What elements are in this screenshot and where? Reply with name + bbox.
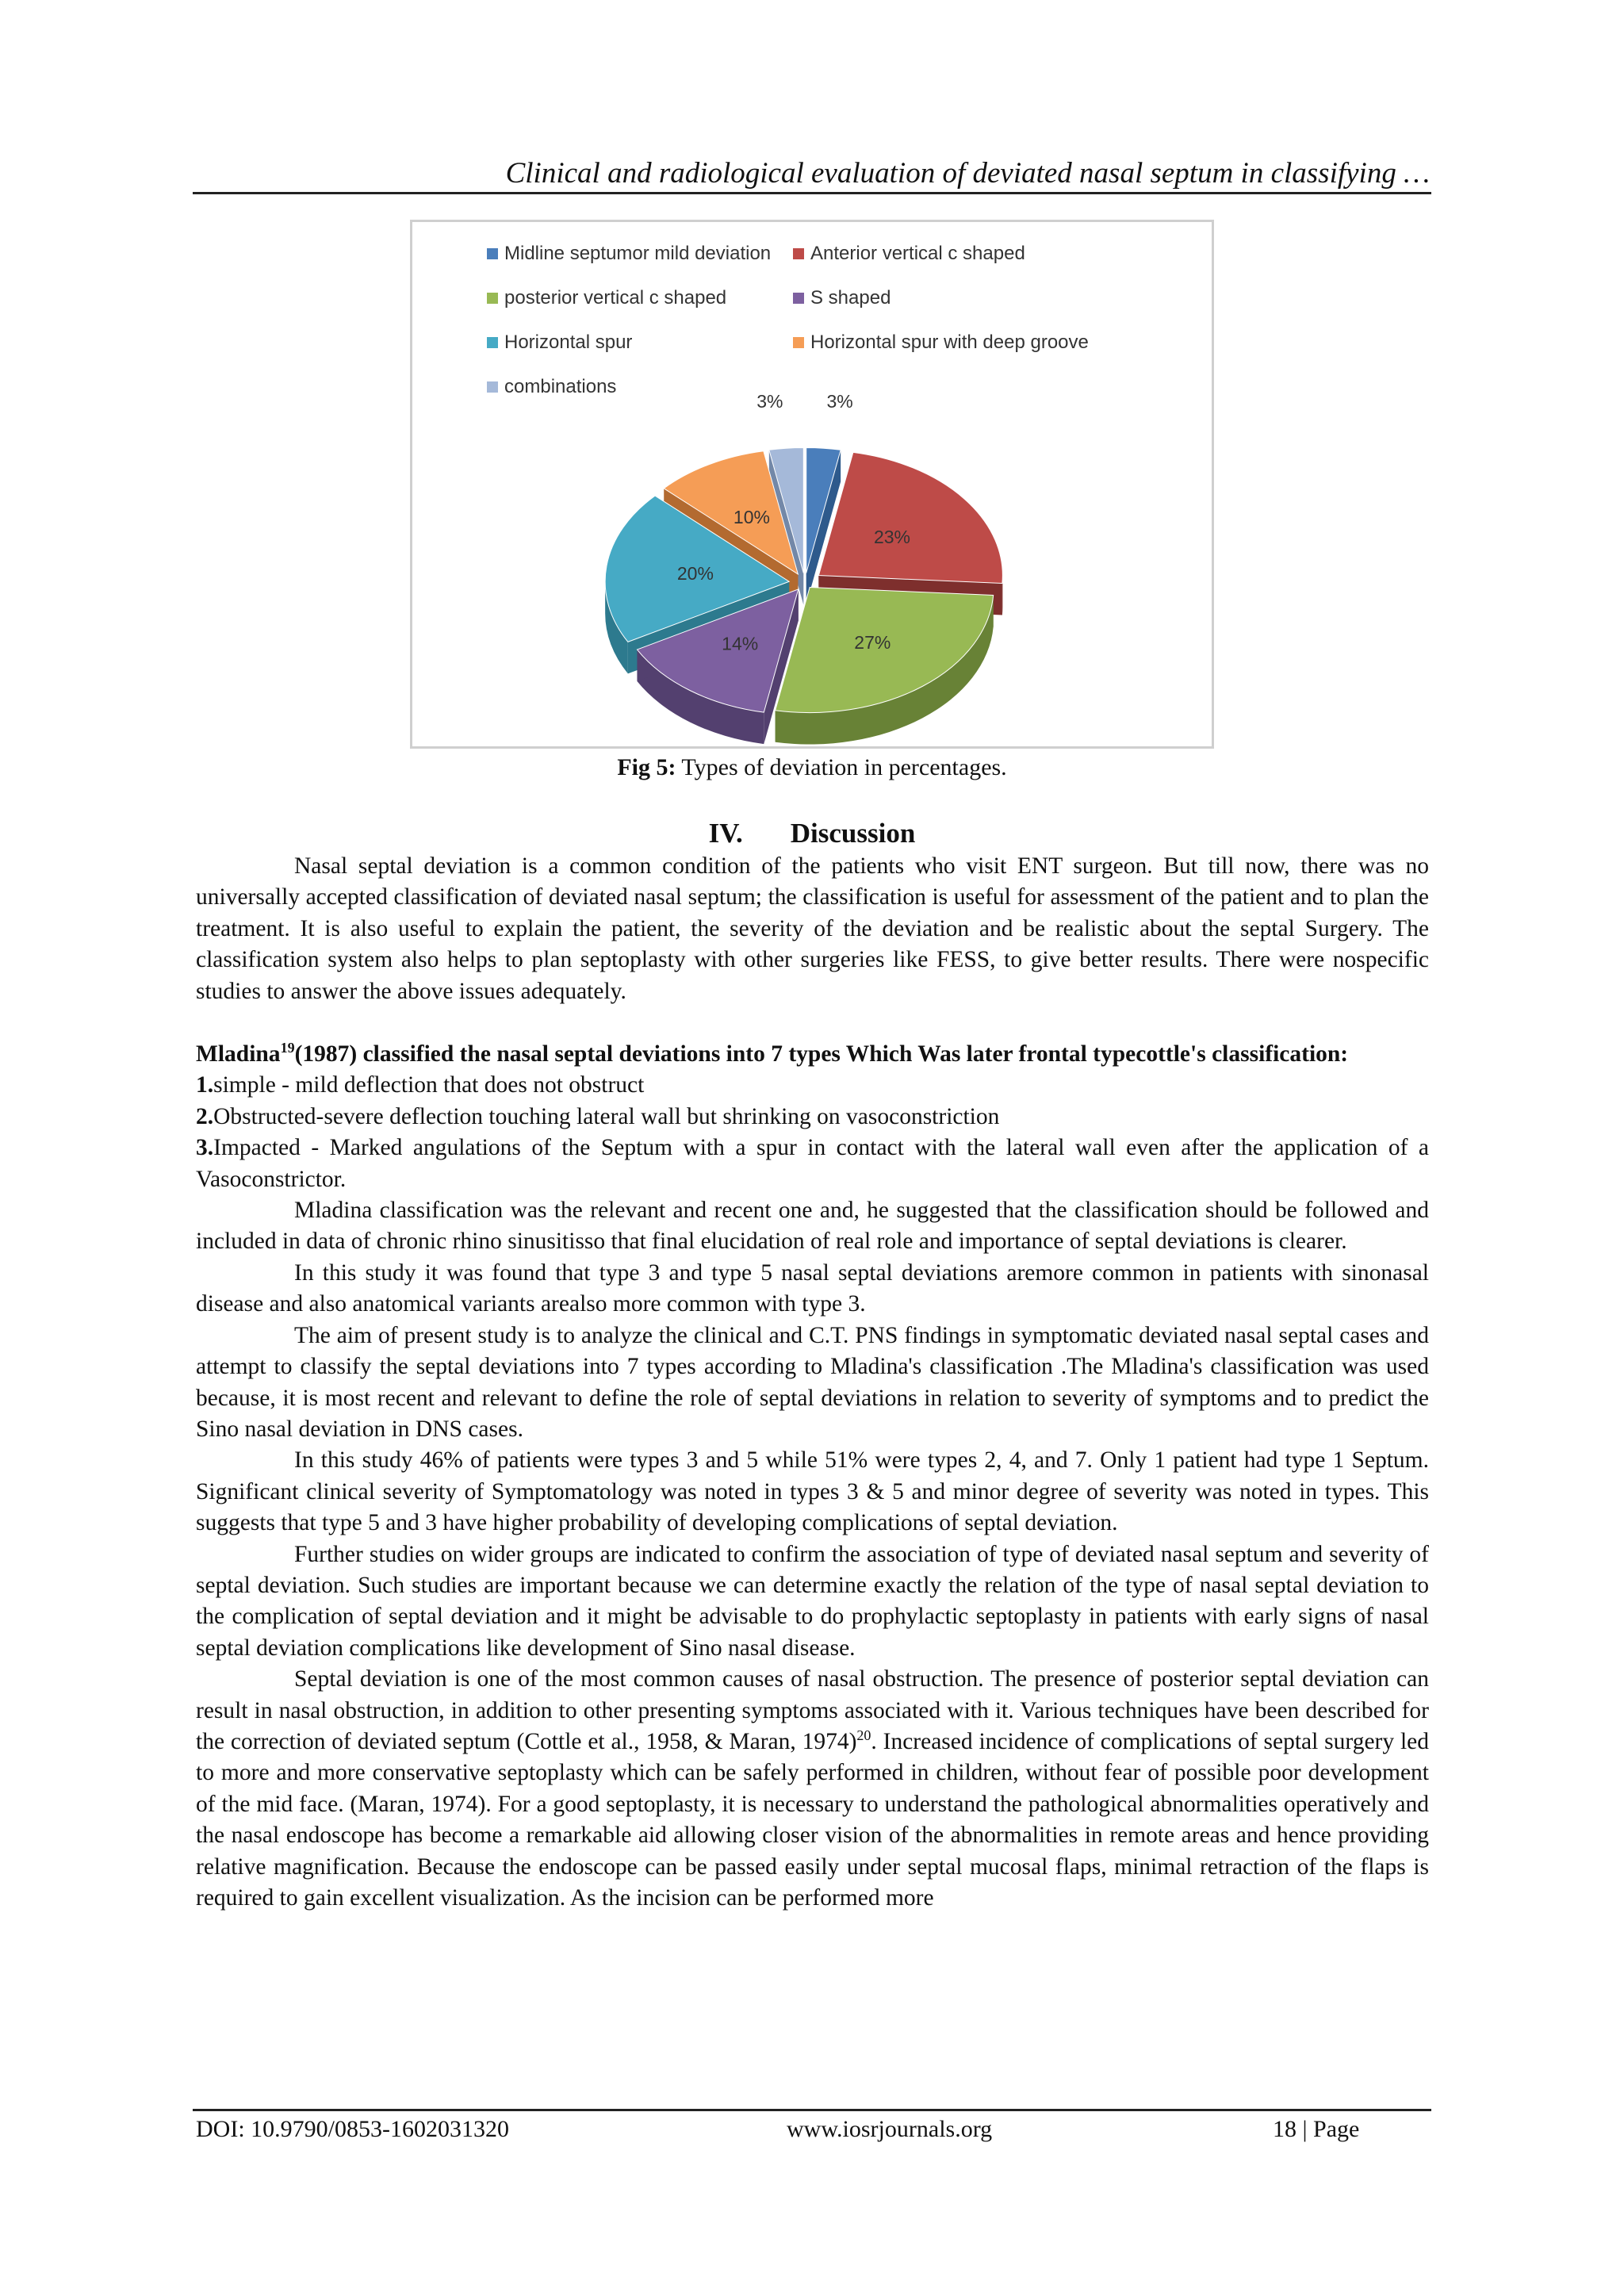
legend-swatch xyxy=(487,293,498,304)
pie-chart xyxy=(412,222,1212,746)
list-item-text: Impacted - Marked angulations of the Septum with a spur in contact with the lateral wall even after the application of a Vasoconstrictor. xyxy=(196,1135,1429,1192)
legend-swatch xyxy=(793,337,804,348)
section-number: IV. xyxy=(708,818,743,849)
pie-slice-top xyxy=(818,452,1002,583)
footer-doi: DOI: 10.9790/0853-1602031320 xyxy=(196,2116,509,2142)
pie-data-label: 27% xyxy=(854,631,891,653)
figure-caption-label: Fig 5: xyxy=(617,754,676,780)
list-item-number: 1. xyxy=(196,1072,214,1098)
footer-website: www.iosrjournals.org xyxy=(787,2116,993,2142)
mladina-name: Mladina xyxy=(196,1041,281,1068)
reference-superscript: 20 xyxy=(856,1727,871,1744)
legend-label: posterior vertical c shaped xyxy=(504,287,727,309)
legend-label: S shaped xyxy=(810,287,891,309)
list-item xyxy=(196,1070,1429,1101)
figure-caption-text: Types of deviation in percentages. xyxy=(676,754,1007,780)
legend-swatch xyxy=(793,293,804,304)
paragraph-intro: Nasal septal deviation is a common condition of the patients who visit ENT surgeon. But till now, there was no universally accepted classification of deviated nasal septum; the classification is useful for assessment of the patient and to plan the treatment. It is also useful to explain the patient, the severity of the deviation and be realistic about the septal Surgery. The classification system also helps to plan septoplasty with other surgeries like FESS, to give better results. There were nospecific studies to answer the above issues adequately. xyxy=(196,853,1429,1004)
header-rule xyxy=(193,192,1431,194)
list-item-text: simple - mild deflection that does not obstruct xyxy=(213,1072,645,1098)
legend-label: Horizontal spur xyxy=(504,332,633,353)
paragraph: Further studies on wider groups are indicated to confirm the association of type of deviated nasal septum and severity of septal deviation. Such studies are important because we can determine exactly the relation of the type of nasal septal deviation to the complication of septal deviation and it might be advisable to do prophylactic septoplasty in patients with early signs of nasal septal deviation complications like development of Sino nasal disease. xyxy=(196,1541,1429,1661)
figure-caption xyxy=(193,752,1431,784)
legend-swatch xyxy=(793,248,804,259)
legend-swatch xyxy=(487,381,498,393)
list-item xyxy=(196,1133,1429,1195)
pie-data-label: 3% xyxy=(826,390,853,412)
list-item-number: 2. xyxy=(196,1103,214,1129)
article-body xyxy=(196,851,1429,1914)
paragraph: Mladina classification was the relevant and recent one and, he suggested that the classification should be followed and included in data of chronic rhino sinusitisso that final elucidation of real role and importance of septal deviations is clearer. xyxy=(196,1198,1429,1255)
pie-data-label: 20% xyxy=(676,563,714,585)
section-heading xyxy=(193,815,1431,852)
pie-data-label: 14% xyxy=(722,633,759,654)
legend-swatch xyxy=(487,337,498,348)
legend-label: combinations xyxy=(504,376,617,397)
legend-label: Midline septumor mild deviation xyxy=(504,243,772,264)
pie-data-label: 3% xyxy=(756,390,783,412)
running-title: Clinical and radiological evaluation of deviated nasal septum in classifying … xyxy=(505,157,1430,190)
legend-label: Anterior vertical c shaped xyxy=(810,243,1025,264)
legend-swatch xyxy=(487,248,498,259)
footer-page-number: 18 | Page xyxy=(1273,2116,1360,2142)
list-item xyxy=(196,1102,1429,1133)
paragraph: In this study it was found that type 3 and type 5 nasal septal deviations aremore common in patients with sinonasal disease and also anatomical variants arealso more common with type 3. xyxy=(196,1259,1429,1317)
pie-chart-figure xyxy=(410,220,1214,749)
list-item-number: 3. xyxy=(196,1135,214,1161)
legend-label: Horizontal spur with deep groove xyxy=(810,332,1089,353)
paragraph: The aim of present study is to analyze the clinical and C.T. PNS findings in symptomatic deviated nasal septal cases and attempt to classify the septal deviations into 7 types according to Mladina's classification .The Mladina's classification was used because, it is most recent and relevant to define the role of septal deviations in relation to severity of symptoms and to predict the Sino nasal deviation in DNS cases. xyxy=(196,1322,1429,1442)
pie-data-label: 10% xyxy=(733,506,770,527)
paragraph-text: . Increased incidence of complications of septal surgery led to more and more conservative septoplasty which can be safely performed in children, without fear of possible poor development of the mid face. (Maran, 1974). For a good septoplasty, it is necessary to understand the pathological abnormalities operatively and the nasal endoscope has become a remarkable aid allowing closer vision of the abnormalities in remote areas and hence providing relative magnification. Because the endoscope can be passed easily under septal mucosal flaps, minimal retraction of the flaps is required to gain excellent visualization. As the incision can be performed more xyxy=(196,1728,1429,1911)
list-item-text: Obstructed-severe deflection touching lateral wall but shrinking on vasoconstriction xyxy=(213,1103,1000,1129)
paragraph: In this study 46% of patients were types 3 and 5 while 51% were types 2, 4, and 7. Only 1 patient had type 1 Septum. Significant clinical severity of Symptomatology was noted in types 3 & 5 and minor degree of severity was noted in types. This suggests that type 5 and 3 have higher probability of developing complications of septal deviation. xyxy=(196,1447,1429,1536)
mladina-heading-text: (1987) classified the nasal septal deviations into 7 types Which Was later frontal typecottle's classification: xyxy=(294,1041,1349,1068)
mladina-heading xyxy=(196,1039,1429,1070)
section-title: Discussion xyxy=(790,818,916,849)
paragraph-text: Septal deviation is one of the most common causes of nasal obstruction. The presence of posterior septal deviation can result in nasal obstruction, in addition to other presenting symptoms associated with it. Various techniques have been described for the correction of deviated septum (Cottle et al., 1958, & Maran, 1974) xyxy=(196,1666,1429,1754)
paragraph xyxy=(196,1664,1429,1914)
pie-data-label: 23% xyxy=(873,526,911,547)
mladina-reference: 19 xyxy=(280,1040,295,1056)
